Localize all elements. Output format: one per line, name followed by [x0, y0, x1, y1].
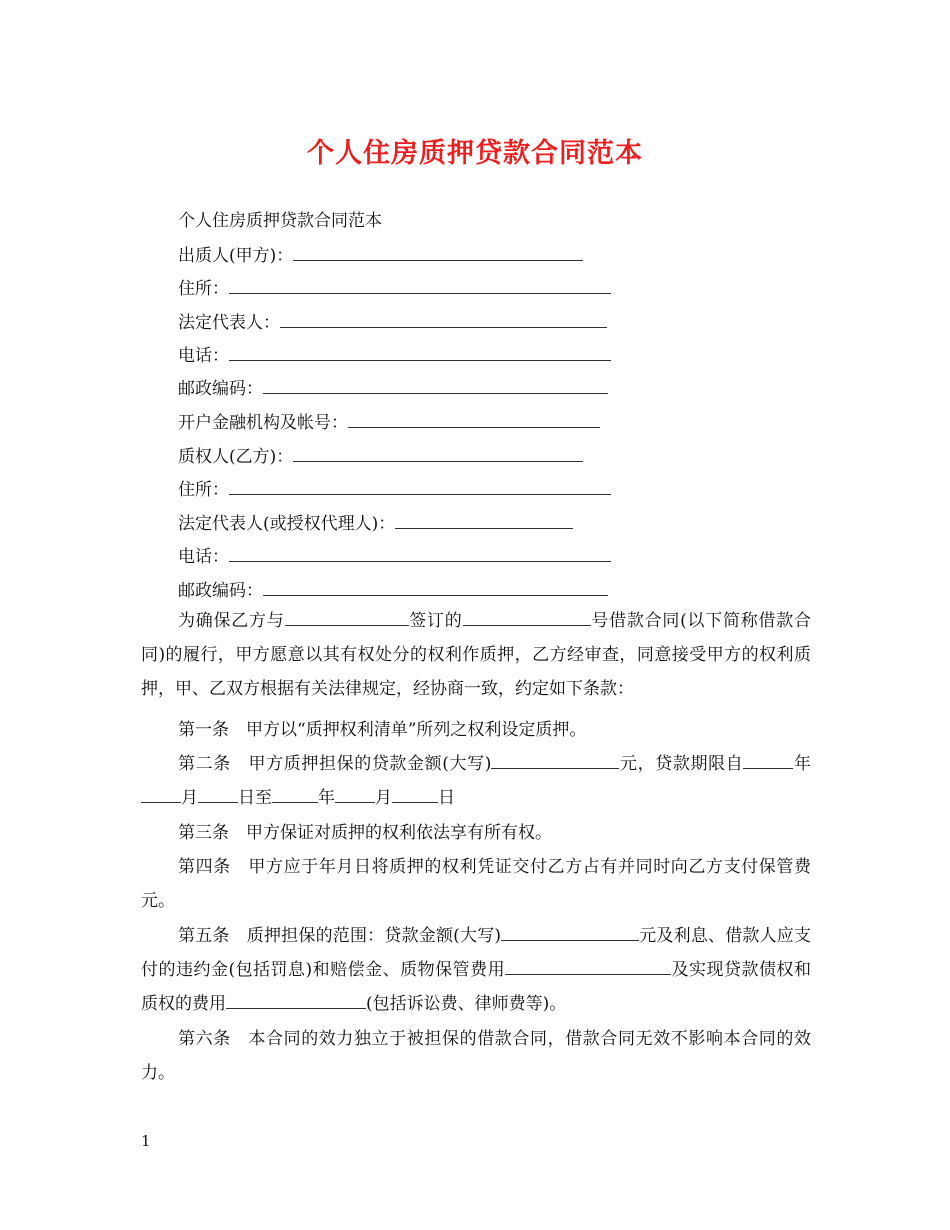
blank-line[interactable]	[491, 754, 619, 769]
page-number: 1	[141, 1132, 151, 1150]
field-label: 法定代表人(或授权代理人)：	[178, 514, 396, 534]
blank-line[interactable]	[501, 926, 639, 941]
blank-line[interactable]	[226, 994, 366, 1009]
blank-line[interactable]	[280, 313, 607, 328]
field-bank-account	[178, 413, 600, 433]
field-label: 电话：	[178, 547, 229, 567]
field-pledgee-postcode	[178, 581, 608, 601]
field-pledgor-postcode	[178, 379, 608, 399]
field-pledgee-legal-rep	[178, 514, 573, 534]
blank-line[interactable]	[505, 960, 671, 975]
field-label: 电话：	[178, 346, 229, 366]
blank-line[interactable]	[263, 581, 608, 596]
blank-line[interactable]	[229, 547, 611, 562]
blank-line[interactable]	[348, 413, 600, 428]
blank-line[interactable]	[293, 447, 583, 462]
field-label: 住所：	[178, 480, 229, 500]
blank-line[interactable]	[293, 246, 583, 261]
field-label: 法定代表人：	[178, 313, 280, 333]
field-pledgee-address	[178, 480, 611, 500]
field-pledgor-phone	[178, 346, 611, 366]
field-pledgor	[178, 246, 583, 266]
article-6: 第六条 本合同的效力独立于被担保的借款合同，借款合同无效不影响本合同的效力。	[141, 1029, 811, 1083]
blank-line[interactable]	[392, 788, 438, 803]
article-4: 第四条 甲方应于年月日将质押的权利凭证交付乙方占有并同时向乙方支付保管费元。	[141, 857, 811, 911]
field-pledgee	[178, 447, 583, 467]
field-pledgor-legal-rep	[178, 313, 607, 333]
blank-line[interactable]	[141, 788, 181, 803]
field-pledgee-phone	[178, 547, 611, 567]
article-1: 第一条 甲方以“质押权利清单”所列之权利设定质押。	[178, 720, 587, 740]
blank-line[interactable]	[229, 480, 611, 495]
field-label: 邮政编码：	[178, 379, 263, 399]
article-2: 第二条 甲方质押担保的贷款金额(大写) 元，贷款期限自 年月 日至 年 月 日	[141, 747, 811, 815]
field-label: 出质人(甲方)：	[178, 246, 294, 266]
page-title: 个人住房质押贷款合同范本	[307, 138, 643, 169]
field-label: 邮政编码：	[178, 581, 263, 601]
article-3: 第三条 甲方保证对质押的权利依法享有所有权。	[178, 823, 552, 843]
field-label: 开户金融机构及帐号：	[178, 413, 348, 433]
blank-line[interactable]	[335, 788, 375, 803]
intro-paragraph: 为确保乙方与 签订的 号借款合同(以下简称借款合同)的履行，甲方愿意以其有权处分的权利作质押，乙方经审查，同意接受甲方的权利质押，甲、乙双方根据有关法律规定，经协商一致，约定如下条款：	[141, 611, 812, 699]
blank-line[interactable]	[743, 754, 793, 769]
blank-line[interactable]	[198, 788, 238, 803]
field-pledgor-address	[178, 279, 611, 299]
blank-line[interactable]	[395, 514, 573, 529]
blank-line[interactable]	[263, 379, 608, 394]
article-5: 第五条 质押担保的范围：贷款金额(大写) 元及利息、借款人应支付的违约金(包括罚息)和赔偿金、质物保管费用 及实现贷款债权和质权的费用 (包括诉讼费、律师费等)。	[141, 926, 812, 1014]
blank-line[interactable]	[229, 346, 611, 361]
blank-line[interactable]	[229, 279, 611, 294]
field-label: 质权人(乙方)：	[178, 447, 294, 467]
blank-line[interactable]	[285, 611, 409, 626]
field-label: 住所：	[178, 279, 229, 299]
blank-line[interactable]	[463, 611, 591, 626]
document-subtitle: 个人住房质押贷款合同范本	[178, 211, 382, 231]
blank-line[interactable]	[272, 788, 318, 803]
